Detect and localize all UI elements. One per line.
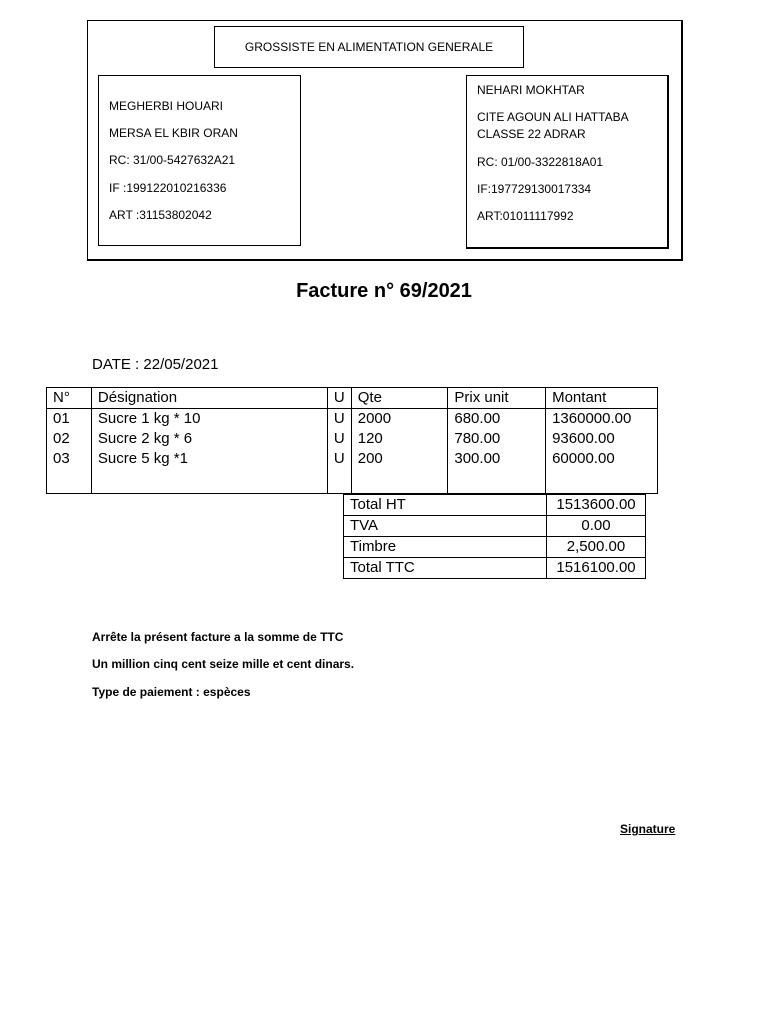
col-header-unit-price: Prix unit xyxy=(448,388,546,409)
total-ht-label: Total HT xyxy=(344,495,547,516)
timbre-label: Timbre xyxy=(344,537,547,558)
payment-type: Type de paiement : espèces xyxy=(92,685,251,699)
cell-unit: U xyxy=(327,409,351,430)
cell-amount: 60000.00 xyxy=(546,449,658,469)
cell-unit-price: 780.00 xyxy=(448,429,546,449)
cell-unit-price: 300.00 xyxy=(448,449,546,469)
cell-designation: Sucre 2 kg * 6 xyxy=(91,429,327,449)
table-row xyxy=(47,409,658,430)
col-header-amount: Montant xyxy=(546,388,658,409)
cell-amount: 1360000.00 xyxy=(546,409,658,430)
invoice-title: Facture n° 69/2021 xyxy=(296,280,472,302)
buyer-box xyxy=(466,75,669,249)
buyer-if: IF:197729130017334 xyxy=(477,182,592,196)
col-header-unit: U xyxy=(327,388,351,409)
seller-if: IF :199122010216336 xyxy=(109,181,227,195)
seller-rc: RC: 31/00-5427632A21 xyxy=(109,153,236,167)
tva-label: TVA xyxy=(344,516,547,537)
company-title: GROSSISTE EN ALIMENTATION GENERALE xyxy=(214,26,524,68)
cell-quantity: 2000 xyxy=(351,409,448,430)
seller-art: ART :31153802042 xyxy=(109,208,212,222)
total-ttc-value: 1516100.00 xyxy=(547,558,646,579)
col-header-quantity: Qte xyxy=(351,388,448,409)
cell-unit: U xyxy=(327,449,351,469)
cell-designation: Sucre 1 kg * 10 xyxy=(91,409,327,430)
seller-box xyxy=(98,75,301,246)
total-ht-value: 1513600.00 xyxy=(547,495,646,516)
buyer-address-line1: CITE AGOUN ALI HATTABA xyxy=(477,110,629,124)
cell-number: 02 xyxy=(47,429,92,449)
totals-table xyxy=(343,494,646,579)
table-row xyxy=(47,449,658,469)
table-row xyxy=(47,429,658,449)
col-header-number: N° xyxy=(47,388,92,409)
cell-quantity: 120 xyxy=(351,429,448,449)
invoice-date: DATE : 22/05/2021 xyxy=(92,356,219,373)
table-row-empty xyxy=(47,469,658,494)
signature-label: Signature xyxy=(620,822,676,836)
amount-statement: Arrête la présent facture a la somme de TTC xyxy=(92,630,344,644)
col-header-designation: Désignation xyxy=(91,388,327,409)
seller-name: MEGHERBI HOUARI xyxy=(109,99,224,113)
total-ttc-row xyxy=(344,558,646,579)
cell-quantity: 200 xyxy=(351,449,448,469)
buyer-rc: RC: 01/00-3322818A01 xyxy=(477,155,604,169)
total-ttc-label: Total TTC xyxy=(344,558,547,579)
cell-designation: Sucre 5 kg *1 xyxy=(91,449,327,469)
total-ht-row xyxy=(344,495,646,516)
tva-row xyxy=(344,516,646,537)
amount-in-words: Un million cinq cent seize mille et cent dinars. xyxy=(92,657,355,671)
cell-unit: U xyxy=(327,429,351,449)
timbre-row xyxy=(344,537,646,558)
cell-number: 03 xyxy=(47,449,92,469)
items-table xyxy=(46,387,658,494)
buyer-art: ART:01011117992 xyxy=(477,209,574,223)
cell-amount: 93600.00 xyxy=(546,429,658,449)
buyer-name: NEHARI MOKHTAR xyxy=(477,83,585,97)
timbre-value: 2,500.00 xyxy=(547,537,646,558)
tva-value: 0.00 xyxy=(547,516,646,537)
buyer-address-line2: CLASSE 22 ADRAR xyxy=(477,127,586,141)
cell-number: 01 xyxy=(47,409,92,430)
seller-address: MERSA EL KBIR ORAN xyxy=(109,126,238,140)
items-header-row xyxy=(47,388,658,409)
cell-unit-price: 680.00 xyxy=(448,409,546,430)
